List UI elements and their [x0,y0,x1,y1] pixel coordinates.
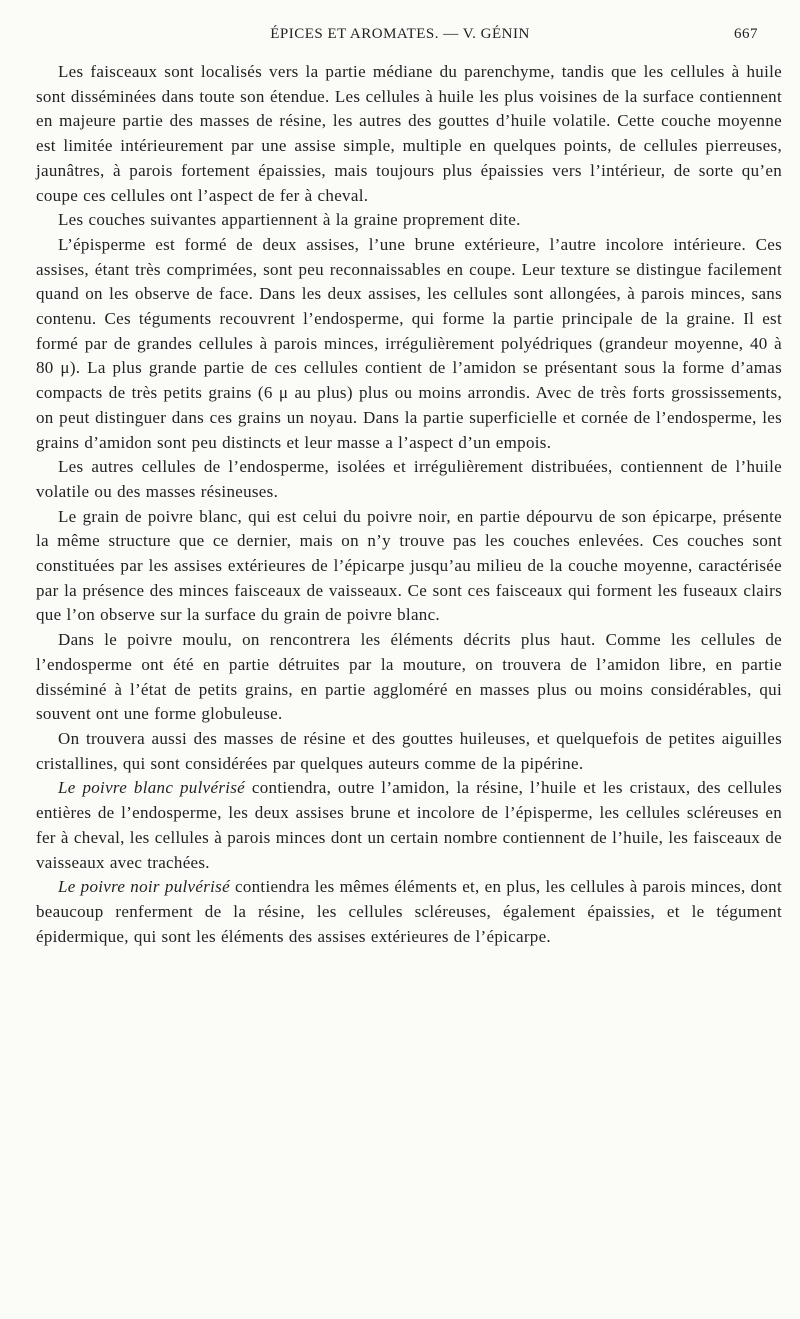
paragraph [36,875,782,949]
paragraph [36,455,782,504]
paragraph-text: L’épisperme est formé de deux assises, l’une brune extérieure, l’autre incolore intérieure. Ces assises, étant très comprimées, sont peu reconnaissables en coupe. Leur texture se distingue facilement quand on les observe de face. Dans les deux assises, les cellules sont allongées, à parois minces, sans contenu. Ces téguments recouvrent l’endosperme, qui forme la partie principale de la graine. Il est formé par de grandes cellules à parois minces, irrégulièrement polyédriques (grandeur moyenne, 40 à 80 μ). La plus grande partie de ces cellules contient de l’amidon se présentant sous la forme d’amas compacts de très petits grains (6 μ au plus) plus ou moins arrondis. Avec de très forts grossissements, on peut distinguer dans ces grains un noyau. Dans la partie superficielle et cornée de l’endosperme, les grains d’amidon sont peu distincts et leur masse a l’aspect d’un empois. [36,234,782,452]
paragraph [36,60,782,208]
paragraph-text: contiendra, outre l’amidon, la résine, l’huile et les cristaux, des cellules entières de l’endosperme, les deux assises brune et incolore de l’épisperme, les cellules scléreuses en fer à cheval, les cellules à parois minces dont un certain nombre contiennent de l’huile, les faisceaux de vaisseaux avec trachées. [36,778,782,872]
paragraph [36,208,782,233]
paragraph-lead: Le poivre blanc pulvérisé [58,778,246,798]
paragraph-text: On trouvera aussi des masses de résine et des gouttes huileuses, et quelquefois de petites aiguilles cristallines, qui sont considérées par quelques auteurs comme de la pipérine. [36,728,782,773]
paragraph-text: Dans le poivre moulu, on rencontrera les éléments décrits plus haut. Comme les cellules de l’endosperme ont été en partie détruites par la mouture, on trouvera de l’amidon libre, en partie disséminé à l’état de petits grains, en partie aggloméré en masses plus ou moins considérables, qui souvent ont une forme globuleuse. [36,630,782,724]
paragraph [36,776,782,875]
paragraph-text: Les couches suivantes appartiennent à la graine proprement dite. [58,210,521,230]
paragraph-lead: Le poivre noir pulvérisé [58,877,230,897]
paragraph [36,628,782,727]
paragraph-text: Le grain de poivre blanc, qui est celui du poivre noir, en partie dépourvu de son épicarpe, présente la même structure que ce dernier, mais on n’y trouve pas les couches enlevées. Ces couches sont constituées par les assises extérieures de l’épicarpe jusqu’au milieu de la couche moyenne, caractérisée par la présence des minces faisceaux de vaisseaux. Ce sont ces faisceaux qui forment les fuseaux clairs que l’on observe sur la surface du grain de poivre blanc. [36,506,782,625]
running-head [36,24,764,48]
body-text [36,60,782,949]
paragraph [36,233,782,455]
page-number: 667 [734,26,758,42]
paragraph-text: Les autres cellules de l’endosperme, isolées et irrégulièrement distribuées, contiennent de l’huile volatile ou des masses résineuses. [36,457,782,501]
paragraph-text: Les faisceaux sont localisés vers la partie médiane du parenchyme, tandis que les cellules à huile sont disséminées dans toute son étendue. Les cellules à huile les plus voisines de la surface contiennent en majeure partie des masses de résine, les autres des gouttes d’huile volatile. Cette couche moyenne est limitée intérieurement par une assise simple, multiple en quelques points, de cellules pierreuses, jaunâtres, à parois fortement épaissies, mais toujours plus épaissies vers l’intérieur, de sorte qu’en coupe ces cellules ont l’aspect de fer à cheval. [36,62,782,205]
running-title: ÉPICES ET AROMATES. — V. GÉNIN [270,26,530,42]
paragraph [36,505,782,629]
paragraph [36,727,782,776]
paragraph-text: contiendra les mêmes éléments et, en plus, les cellules à parois minces, dont beaucoup renferment de la résine, les cellules scléreuses, également épaissies, et le tégument épidermique, qui sont les éléments des assises extérieures de l’épicarpe. [36,877,782,946]
